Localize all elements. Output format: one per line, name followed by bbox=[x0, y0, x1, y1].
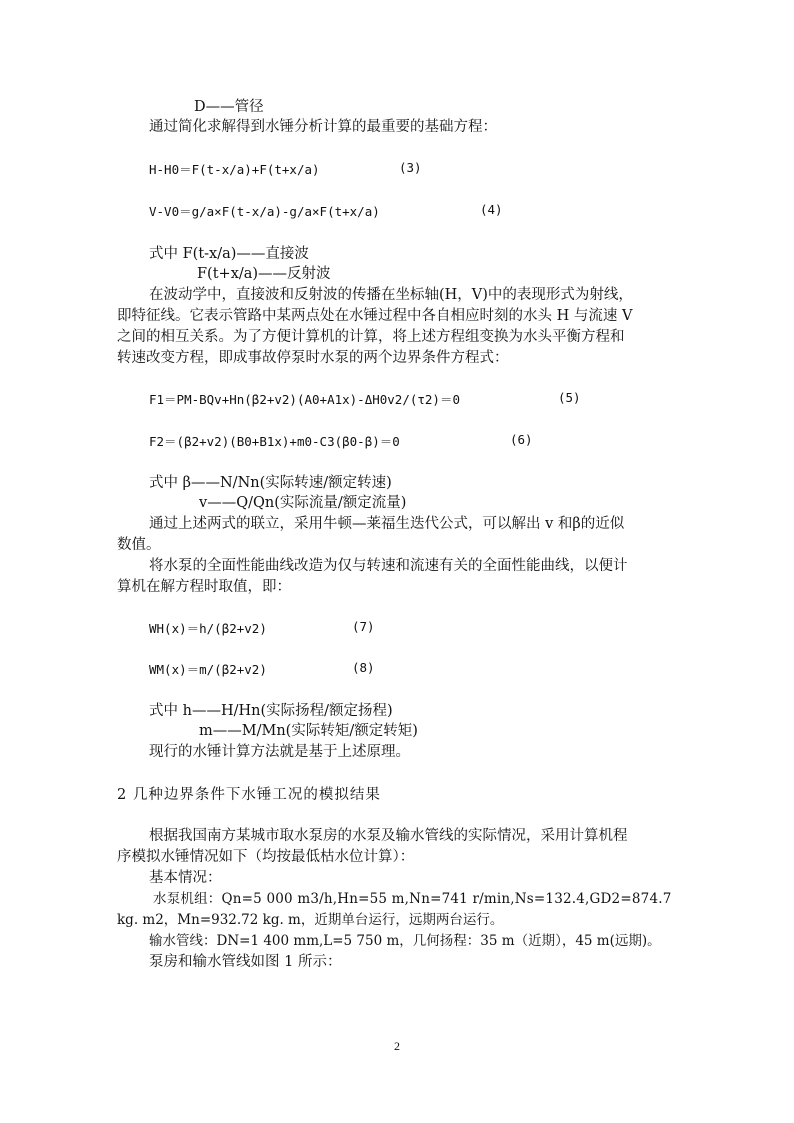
paragraph-characteristic-line-2: 即特征线。它表示管路中某两点处在水锤过程中各自相应时刻的水头 H 与流速 V bbox=[117, 308, 633, 324]
equation-7-number: (7) bbox=[352, 619, 375, 634]
equation-3: H-H0＝F(t-x/a)+F(t+x/a) bbox=[149, 162, 320, 177]
page-number: 2 bbox=[394, 1039, 400, 1053]
where-v: v——Q/Qn(实际流量/额定流量) bbox=[199, 495, 407, 511]
paragraph-characteristic-line-4: 转速改变方程，即成事故停泵时水泵的两个边界条件方程式： bbox=[117, 350, 509, 366]
paragraph-characteristic-line-3: 之间的相互关系。为了方便计算机的计算，将上述方程组变换为水头平衡方程和 bbox=[117, 329, 625, 345]
paragraph-simulation-line-1: 根据我国南方某城市取水泵房的水泵及输水管线的实际情况，采用计算机程 bbox=[149, 828, 628, 844]
equation-8-number: (8) bbox=[352, 660, 375, 675]
paragraph-simulation-line-2: 序模拟水锤情况如下（均按最低枯水位计算）： bbox=[117, 849, 415, 865]
equation-4: V-V0＝g/a×F(t-x/a)-g/a×F(t+x/a) bbox=[149, 204, 380, 219]
symbol-d-definition: D——管径 bbox=[194, 99, 264, 115]
paragraph-curve-line-1: 将水泵的全面性能曲线改造为仅与转速和流速有关的全面性能曲线，以便计 bbox=[149, 558, 628, 574]
principle-sentence: 现行的水锤计算方法就是基于上述原理。 bbox=[149, 744, 410, 760]
where-m: m——M/Mn(实际转矩/额定转矩) bbox=[199, 723, 418, 739]
pump-unit-line-1: 水泵机组：Qn=5 000 m3/h,Hn=55 m,Nn=741 r/min,Ns=132.4,GD2=874.7 bbox=[153, 891, 672, 907]
where-beta: 式中 β——N/Nn(实际转速/额定转速) bbox=[149, 475, 392, 491]
section-heading: 2 几种边界条件下水锤工况的模拟结果 bbox=[117, 787, 381, 803]
paragraph-newton-line-1: 通过上述两式的联立，采用牛顿—莱福生迭代公式，可以解出 v 和β的近似 bbox=[149, 516, 625, 532]
where-h: 式中 h——H/Hn(实际扬程/额定扬程) bbox=[149, 703, 393, 719]
where-reflected-wave: F(t+x/a)——反射波 bbox=[197, 266, 331, 282]
equation-6-number: (6) bbox=[510, 432, 533, 447]
pump-unit-line-2: kg. m2，Mn=932.72 kg. m，近期单台运行，远期两台运行。 bbox=[117, 912, 504, 928]
equation-4-number: (4) bbox=[480, 202, 503, 217]
equation-7: WH(x)＝h/(β2+v2) bbox=[149, 621, 267, 636]
equation-5: F1＝PM-BQv+Hn(β2+v2)(A0+A1x)-ΔH0v2/(τ2)＝0 bbox=[149, 392, 460, 407]
equation-5-number: (5) bbox=[558, 390, 581, 405]
paragraph-curve-line-2: 算机在解方程时取值，即： bbox=[117, 579, 291, 595]
where-direct-wave: 式中 F(t-x/a)——直接波 bbox=[149, 246, 309, 262]
pipeline-info: 输水管线：DN=1 400 mm,L=5 750 m，几何扬程：35 m（近期），45 m(远期)。 bbox=[149, 933, 661, 949]
figure-reference: 泵房和输水管线如图 1 所示： bbox=[149, 954, 342, 970]
equation-6: F2＝(β2+v2)(B0+B1x)+m0-C3(β0-β)＝0 bbox=[149, 434, 400, 449]
equation-8: WM(x)＝m/(β2+v2) bbox=[149, 662, 267, 677]
equation-3-number: (3) bbox=[399, 160, 422, 175]
basic-situation-label: 基本情况： bbox=[149, 870, 222, 886]
intro-sentence: 通过简化求解得到水锤分析计算的最重要的基础方程： bbox=[149, 119, 497, 135]
paragraph-newton-line-2: 数值。 bbox=[117, 537, 161, 553]
paragraph-characteristic-line-1: 在波动学中，直接波和反射波的传播在坐标轴(H，V)中的表现形式为射线， bbox=[149, 287, 633, 303]
